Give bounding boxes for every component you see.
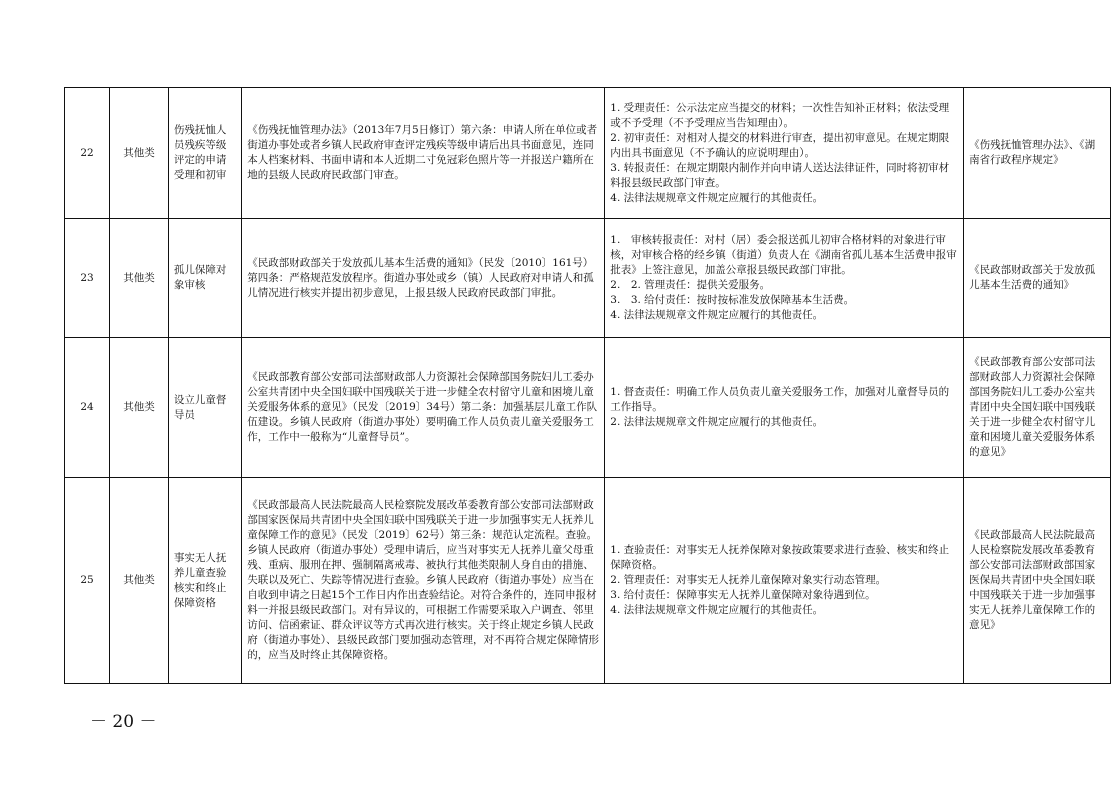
row-duties — [605, 219, 964, 338]
page-number: － 20 － — [90, 712, 157, 732]
row-basis: 《民政部财政部关于发放孤儿基本生活费的通知》（民发〔2010〕161号）第四条：严格规范发放程序。街道办事处或乡（镇）人民政府对申请人和孤儿情况进行核实并提出初步意见，上报县级人民政府民政部门审批。 — [242, 219, 605, 338]
duty-line: 4. 法律法规规章文件规定应履行的其他责任。 — [610, 604, 824, 616]
row-category: 其他类 — [110, 338, 169, 478]
row-number: 25 — [65, 478, 110, 684]
row-item: 设立儿童督导员 — [168, 338, 241, 478]
duty-line: 2. 初审责任：对相对人提交的材料进行审查，提出初审意见。在规定期限内出具书面意见（不予确认的应说明理由）。 — [610, 131, 950, 159]
table-row — [65, 478, 1111, 684]
row-basis: 《民政部最高人民法院最高人民检察院发展改革委教育部公安部司法部财政部国家医保局共青团中央全国妇联中国残联关于进一步加强事实无人抚养儿童保障工作的意见》（民发〔2019〕62号）第三条：规范认定流程。查验。乡镇人民政府（街道办事处）受理申请后，应当对事实无人抚养儿童父母重残、重病、服刑在押、强制隔离戒毒、被执行其他类限制人身自由的措施、失联以及死亡、失踪等情况进行查验。乡镇人民政府（街道办事处）应当在自收到申请之日起15个工作日内作出查验结论。对符合条件的，连同申报材料一并报县级民政部门。对有异议的，可根据工作需要采取入户调查、邻里访问、信函索证、群众评议等方式再次进行核实。关于终止规定乡镇人民政府（街道办事处）、县级民政部门要加强动态管理，对不再符合规定保障情形的，应当及时终止其保障资格。 — [242, 478, 605, 684]
duty-line: 1. 审核转报责任：对村（居）委会报送孤儿初审合格材料的对象进行审核，对审核合格的经乡镇（街道）负责人在《湖南省孤儿基本生活费申报审批表》上签注意见，加盖公章报县级民政部门审批。 — [610, 234, 957, 276]
duty-line: 2. 管理责任：对事实无人抚养儿童保障对象实行动态管理。 — [610, 574, 887, 586]
row-category: 其他类 — [110, 88, 169, 219]
row-number: 24 — [65, 338, 110, 478]
row-duties — [605, 88, 964, 219]
duty-line: 2. 2. 管理责任：提供关爱服务。 — [610, 279, 771, 291]
duty-line: 3. 转报责任：在规定期限内制作并向申请人送达法律证件，同时将初审材料报县级民政部门审查。 — [610, 161, 950, 189]
duty-line: 3. 3. 给付责任：按时按标准发放保障基本生活费。 — [610, 294, 855, 306]
table-row — [65, 338, 1111, 478]
row-category: 其他类 — [110, 219, 169, 338]
row-item: 伤残抚恤人员残疾等级评定的申请受理和初审 — [168, 88, 241, 219]
row-duties — [605, 478, 964, 684]
duty-line: 1. 督查责任：明确工作人员负责儿童关爱服务工作，加强对儿童督导员的工作指导。 — [610, 386, 950, 413]
row-item: 孤儿保障对象审核 — [168, 219, 241, 338]
row-basis: 《民政部教育部公安部司法部财政部人力资源社会保障部国务院妇儿工委办公室共青团中央全国妇联中国残联关于进一步健全农村留守儿童和困境儿童关爱服务体系的意见》（民发〔2019〕34号）第二条：加强基层儿童工作队伍建设。乡镇人民政府（街道办事处）要明确工作人员负责儿童关爱服务工作，工作中一般称为“儿童督导员”。 — [242, 338, 605, 478]
row-source: 《民政部财政部关于发放孤儿基本生活费的通知》 — [964, 219, 1111, 338]
row-number: 23 — [65, 219, 110, 338]
row-item: 事实无人抚养儿童查验核实和终止保障资格 — [168, 478, 241, 684]
duty-line: 1. 查验责任：对事实无人抚养保障对象按政策要求进行查验、核实和终止保障资格。 — [610, 544, 950, 571]
duty-line: 2. 法律法规规章文件规定应履行的其他责任。 — [610, 416, 824, 428]
row-source: 《民政部教育部公安部司法部财政部人力资源社会保障部国务院妇儿工委办公室共青团中央全国妇联中国残联关于进一步健全农村留守儿童和困境儿童关爱服务体系的意见》 — [964, 338, 1111, 478]
duty-line: 4. 法律法规规章文件规定应履行的其他责任。 — [610, 309, 824, 321]
duty-line: 1. 受理责任：公示法定应当提交的材料；一次性告知补正材料；依法受理或不予受理（不予受理应当告知理由）。 — [610, 101, 950, 129]
row-source: 《民政部最高人民法院最高人民检察院发展改革委教育部公安部司法部财政部国家医保局共青团中央全国妇联中国残联关于进一步加强事实无人抚养儿童保障工作的意见》 — [964, 478, 1111, 684]
table-row — [65, 88, 1111, 219]
duty-line: 3. 给付责任：保障事实无人抚养儿童保障对象待遇到位。 — [610, 589, 876, 601]
row-source: 《伤残抚恤管理办法》、《湖南省行政程序规定》 — [964, 88, 1111, 219]
row-number: 22 — [65, 88, 110, 219]
row-duties — [605, 338, 964, 478]
table-row — [65, 219, 1111, 338]
duty-table — [64, 87, 1111, 684]
row-category: 其他类 — [110, 478, 169, 684]
duty-line: 4. 法律法规规章文件规定应履行的其他责任。 — [610, 191, 824, 204]
row-basis: 《伤残抚恤管理办法》（2013年7月5日修订）第六条：申请人所在单位或者街道办事处或者乡镇人民政府审查评定残疾等级申请后出具书面意见，连同本人档案材料、书面申请和本人近期二寸免冠彩色照片等一并报送户籍所在地的县级人民政府民政部门审查。 — [242, 88, 605, 219]
